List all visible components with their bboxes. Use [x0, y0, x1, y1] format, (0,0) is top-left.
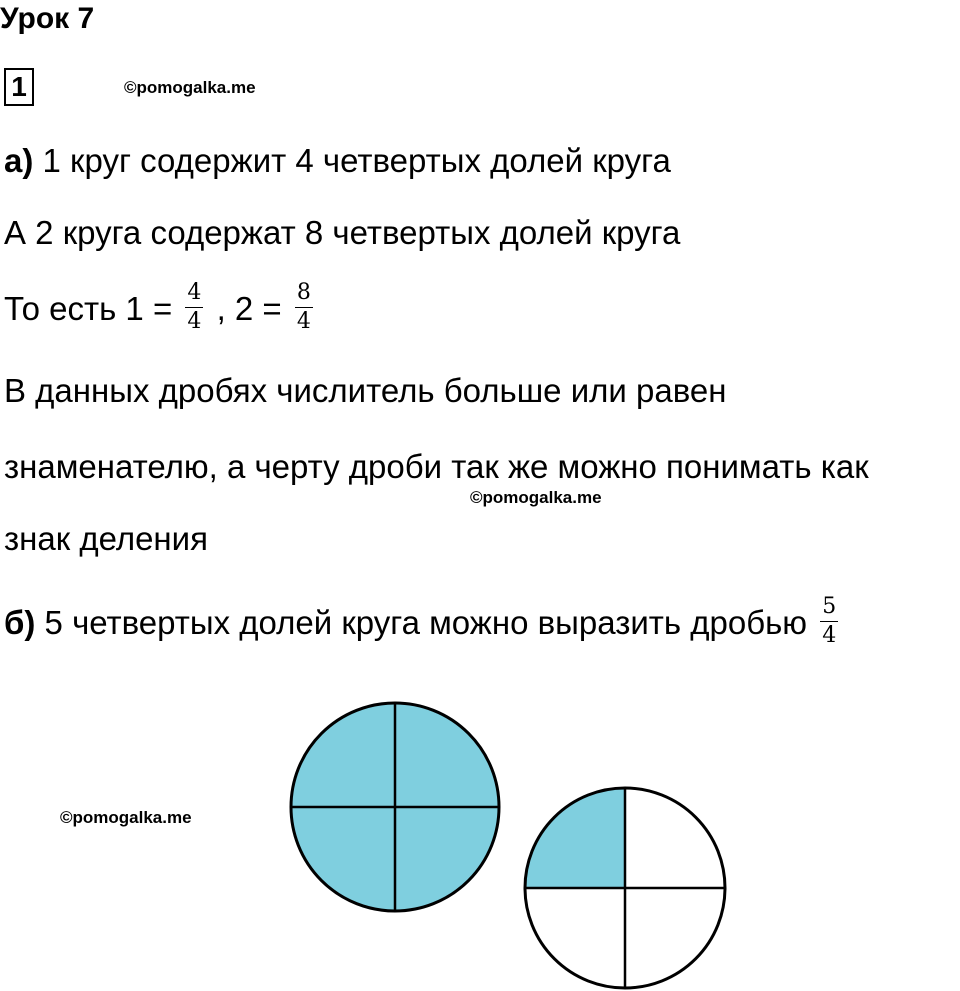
watermark: ©pomogalka.me [124, 78, 256, 97]
part-b-label: б) [4, 604, 36, 642]
fraction-numerator: 5 [820, 596, 838, 622]
full-circle [291, 703, 499, 911]
part-a-text-1: 1 круг содержит 4 четвертых долей круга [42, 142, 671, 179]
part-b-text: 5 четвертых долей круга можно выразить дробью [44, 604, 808, 642]
watermark: ©pomogalka.me [60, 808, 192, 827]
line-3-mid: , 2 = [216, 290, 282, 328]
line-3-prefix: То есть 1 = [4, 290, 173, 328]
watermark: ©pomogalka.me [470, 488, 602, 507]
part-a-label: а) [4, 142, 34, 179]
part-a-line-6: знак деления [4, 520, 208, 557]
fraction-denominator: 4 [822, 623, 837, 648]
part-a-line-4: В данных дробях числитель больше или равен [4, 372, 727, 409]
fraction-denominator: 4 [187, 309, 202, 334]
quarter-circle [525, 788, 725, 988]
lesson-title: Урок 7 [0, 2, 95, 35]
task-number-box: 1 [4, 68, 34, 106]
part-a-line-2: А 2 круга содержат 8 четвертых долей круга [4, 214, 681, 251]
fraction-denominator: 4 [296, 309, 311, 334]
fraction-numerator: 8 [295, 282, 313, 308]
part-a-line-5: знаменателю, а черту дроби так же можно понимать как [4, 448, 869, 485]
fraction-numerator: 4 [185, 282, 203, 308]
